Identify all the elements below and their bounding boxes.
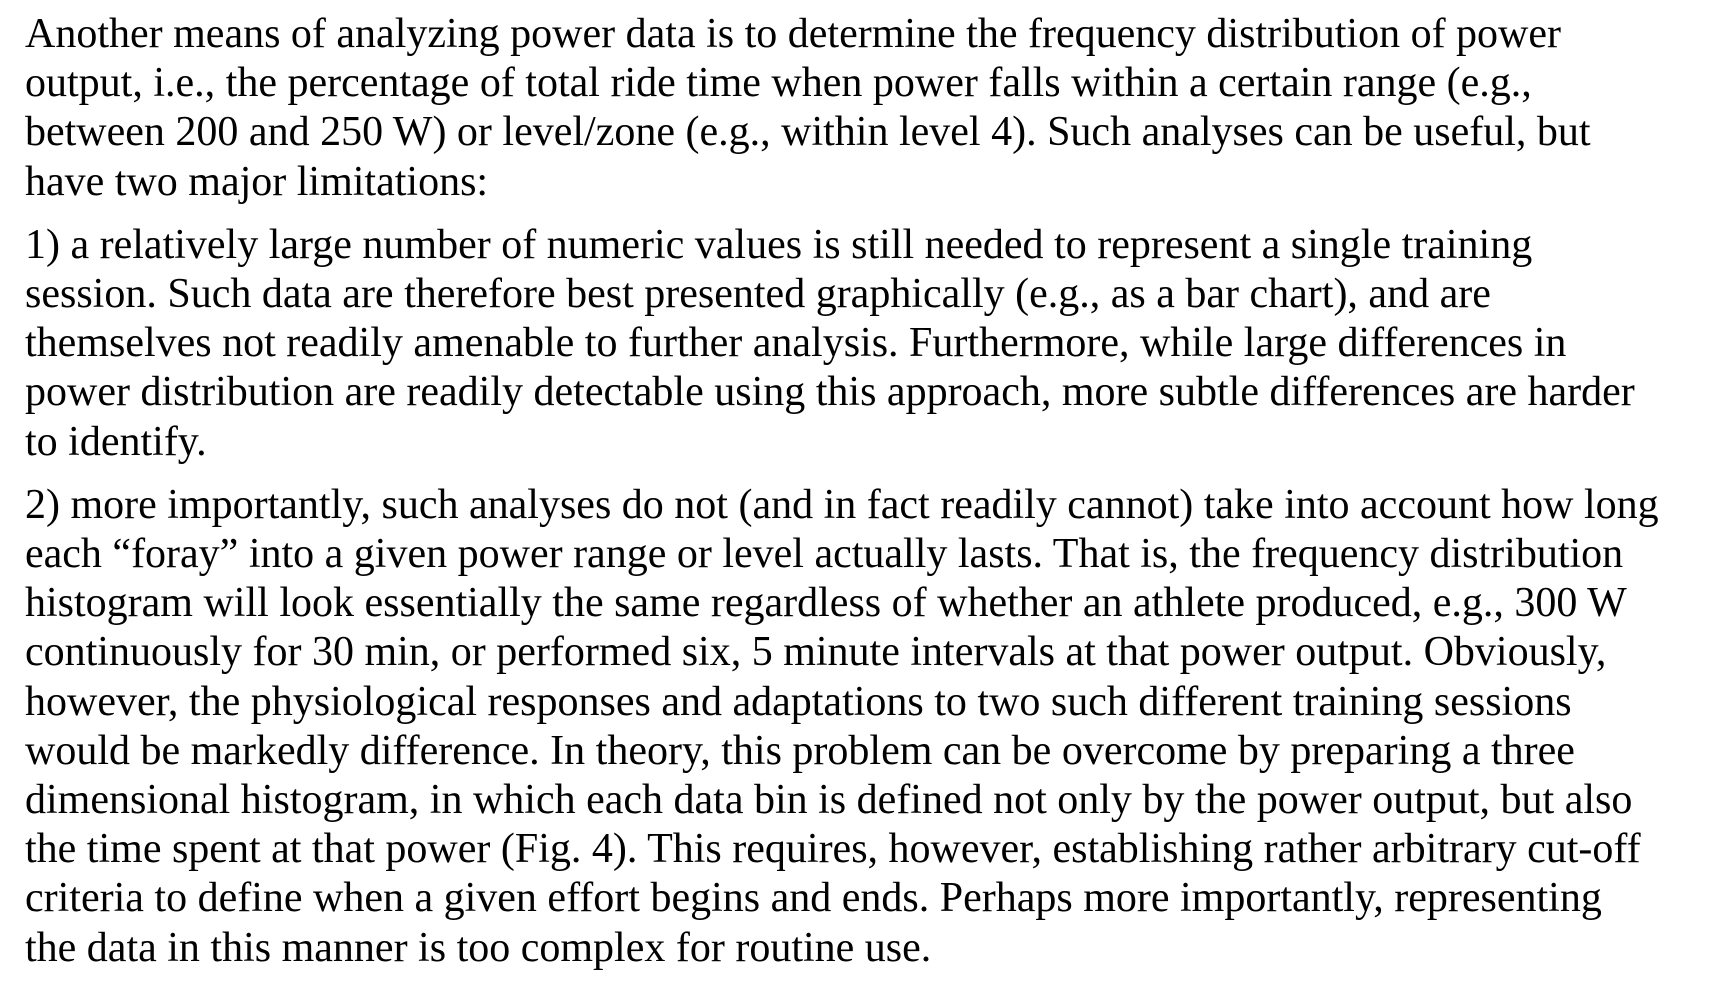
text-line: the data in this manner is too complex for routine use. xyxy=(25,924,932,971)
text-line: 1) a relatively large number of numeric values is still needed to represent a single training xyxy=(25,221,1533,268)
text-line: would be markedly difference. In theory, this problem can be overcome by preparing a three xyxy=(25,727,1575,774)
text-line: to identify. xyxy=(25,418,207,465)
document-page xyxy=(25,10,1715,987)
text-line: between 200 and 250 W) or level/zone (e.g., within level 4). Such analyses can be useful, but xyxy=(25,109,1591,156)
text-line: output, i.e., the percentage of total ride time when power falls within a certain range (e.g., xyxy=(25,60,1532,107)
text-line: criteria to define when a given effort begins and ends. Perhaps more importantly, representing xyxy=(25,875,1602,922)
text-line: Another means of analyzing power data is to determine the frequency distribution of power xyxy=(25,11,1562,57)
text-line: continuously for 30 min, or performed six, 5 minute intervals at that power output. Obviously, xyxy=(25,629,1607,676)
text-line: have two major limitations: xyxy=(25,158,489,205)
text-line: dimensional histogram, in which each data bin is defined not only by the power output, but also xyxy=(25,777,1633,824)
text-line: each “foray” into a given power range or level actually lasts. That is, the frequency distribution xyxy=(25,531,1624,578)
text-line: however, the physiological responses and adaptations to two such different training sessions xyxy=(25,678,1572,725)
text-line: 2) more importantly, such analyses do not (and in fact readily cannot) take into account how long xyxy=(25,481,1659,528)
text-line: power distribution are readily detectable using this approach, more subtle differences are harder xyxy=(25,369,1635,416)
paragraph-limitation-2 xyxy=(25,481,1715,973)
paragraph-limitation-1 xyxy=(25,221,1715,467)
text-line: histogram will look essentially the same regardless of whether an athlete produced, e.g., 300 W xyxy=(25,580,1627,627)
text-line: themselves not readily amenable to further analysis. Furthermore, while large differences in xyxy=(25,320,1567,367)
text-line: session. Such data are therefore best presented graphically (e.g., as a bar chart), and are xyxy=(25,271,1491,318)
paragraph-intro xyxy=(25,10,1715,207)
text-line: the time spent at that power (Fig. 4). This requires, however, establishing rather arbitrary cut-off xyxy=(25,826,1641,873)
